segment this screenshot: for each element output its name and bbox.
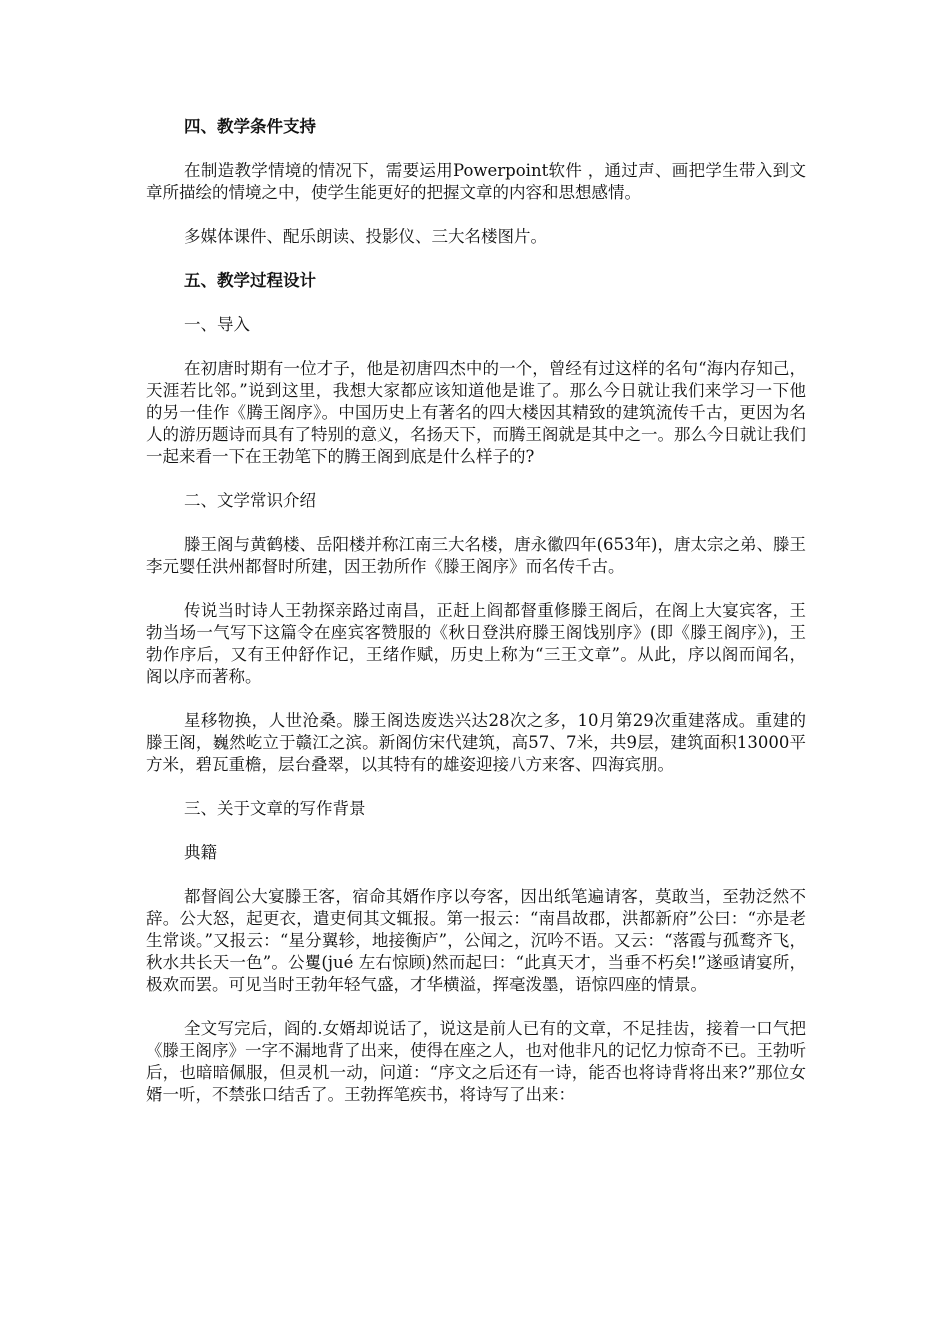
paragraph-rebuilding: 星移物换，人世沧桑。滕王阁迭废迭兴达28次之多，10月第29次重建落成。重建的滕王阁，巍然屹立于赣江之滨。新阁仿宋代建筑，高57、7米，共9层，建筑面积13000平方米，碧瓦重檐，层台叠翠，以其特有的雄姿迎接八方来客、四海宾朋。 (146, 711, 806, 774)
paragraph-introduction: 在初唐时期有一位才子，他是初唐四杰中的一个，曾经有过这样的名句“海内存知己，天涯若比邻。”说到这里，我想大家都应该知道他是谁了。那么今日就让我们来学习一下他的另一佳作《腾王阁序》。中国历史上有著名的四大楼因其精致的建筑流传千古，更因为名人的游历题诗而具有了特别的意义，名扬天下，而腾王阁就是其中之一。那么今日就让我们一起来看一下在王勃笔下的腾王阁到底是什么样子的? (146, 359, 806, 466)
paragraph-banquet-story: 都督阎公大宴滕王客，宿命其婿作序以夸客，因出纸笔遍请客，莫敢当，至勃泛然不辞。公大怒，起更衣，遣吏伺其文辄报。第一报云：“南昌故郡，洪都新府”公曰：“亦是老生常谈。”又报云：“星分翼轸，地接衡庐”，公闻之，沉吟不语。又云：“落霞与孤鹜齐飞，秋水共长天一色”。公矍(jué 左右惊顾)然而起曰：“此真天才，当垂不朽矣!”遂亟请宴所，极欢而罢。可见当时王勃年轻气盛，才华横溢，挥毫泼墨，语惊四座的情景。 (146, 887, 806, 994)
subheading-introduction: 一、导入 (184, 315, 250, 334)
subheading-literary-knowledge: 二、文学常识介绍 (184, 491, 316, 510)
section-heading-teaching-conditions: 四、教学条件支持 (184, 117, 316, 136)
section-heading-teaching-process: 五、教学过程设计 (184, 271, 316, 290)
paragraph-pavilion-history: 滕王阁与黄鹤楼、岳阳楼并称江南三大名楼，唐永徽四年(653年)，唐太宗之弟、滕王李元婴任洪州都督时所建，因王勃所作《滕王阁序》而名传千古。 (146, 535, 806, 576)
paragraph-legend: 传说当时诗人王勃探亲路过南昌，正赶上阎都督重修滕王阁后，在阁上大宴宾客，王勃当场一气写下这篇令在座宾客赞服的《秋日登洪府滕王阁饯别序》(即《滕王阁序》)，王勃作序后，又有王仲舒作记，王绪作赋，历史上称为“三王文章”。从此，序以阁而闻名，阁以序而著称。 (146, 601, 806, 686)
subheading-writing-background: 三、关于文章的写作背景 (184, 799, 366, 818)
paragraph-media-list: 多媒体课件、配乐朗读、投影仪、三大名楼图片。 (184, 227, 547, 246)
subheading-classics: 典籍 (184, 843, 217, 862)
paragraph-son-in-law-story: 全文写完后，阎的.女婿却说话了，说这是前人已有的文章，不足挂齿，接着一口气把《滕王阁序》一字不漏地背了出来，使得在座之人，也对他非凡的记忆力惊奇不已。王勃听后，也暗暗佩服，但灵机一动，问道：“序文之后还有一诗，能否也将诗背将出来?”那位女婿一听，不禁张口结舌了。王勃挥笔疾书，将诗写了出来： (146, 1019, 806, 1104)
paragraph-teaching-situation: 在制造教学情境的情况下，需要运用Powerpoint软件 ，通过声、画把学生带入到文章所描绘的情境之中，使学生能更好的把握文章的内容和思想感情。 (146, 161, 806, 202)
document-body (146, 116, 806, 1128)
